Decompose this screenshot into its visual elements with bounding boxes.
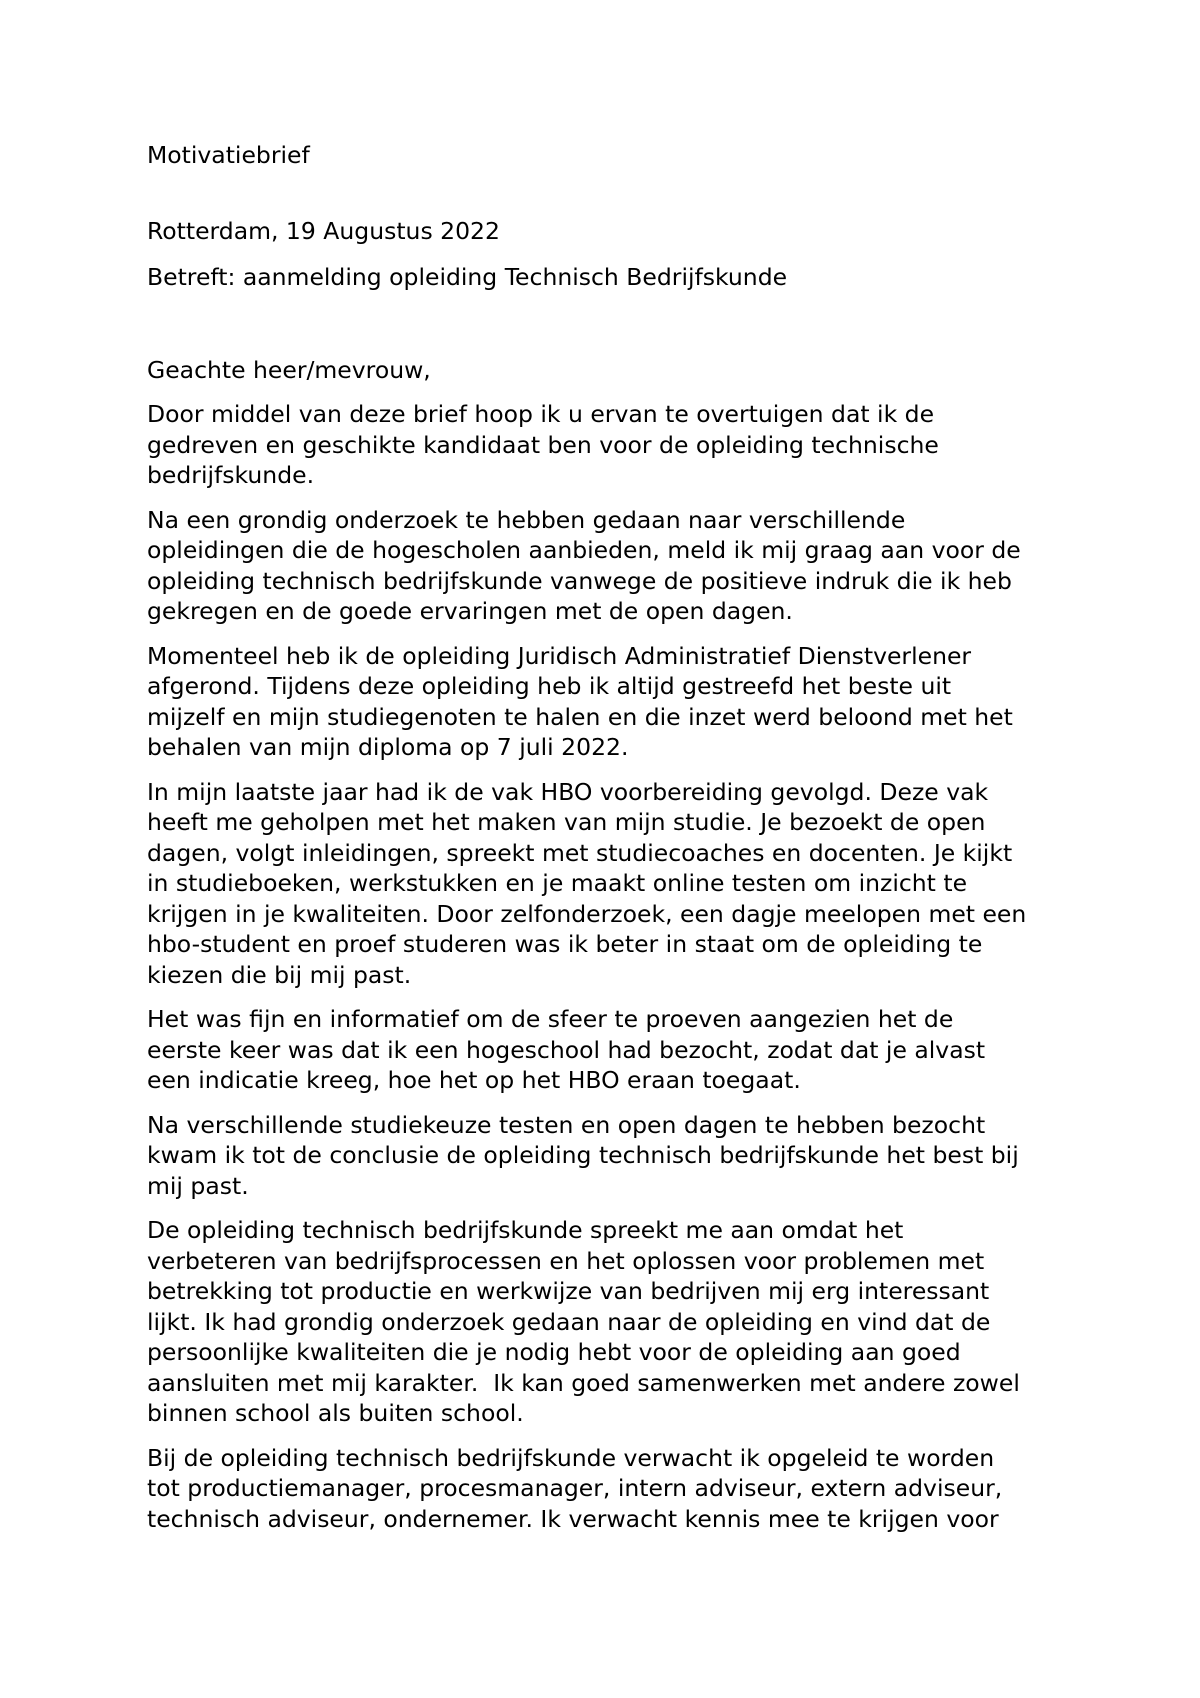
salutation: Geachte heer/mevrouw, <box>147 355 431 384</box>
paragraph: Door middel van deze brief hoop ik u ervan te overtuigen dat ik de gedreven en geschikte kandidaat ben voor de opleiding technische bedrijfskunde. <box>147 400 939 489</box>
paragraph: Na een grondig onderzoek te hebben gedaan naar verschillende opleidingen die de hogescholen aanbieden, meld ik mij graag aan voor de opleiding technisch bedrijfskunde vanwege de positieve indruk die ik heb gekregen en de goede ervaringen met de open dagen. <box>147 505 1021 625</box>
paragraph: Na verschillende studiekeuze testen en open dagen te hebben bezocht kwam ik tot de conclusie de opleiding technisch bedrijfskunde het best bij mij past. <box>147 1110 1019 1200</box>
paragraph: De opleiding technisch bedrijfskunde spreekt me aan omdat het verbeteren van bedrijfsprocessen en het oplossen voor problemen met betrekking tot productie en werkwijze van bedrijven mij erg interessant lijkt. Ik had grondig onderzoek gedaan naar de opleiding en vind dat de persoonlijke kwaliteiten die je nodig hebt voor de opleiding aan goed aansluiten met mij karakter. Ik kan goed samenwerken met andere zowel binnen school als buiten school. <box>147 1216 1020 1427</box>
letter-body <box>147 140 1067 1548</box>
paragraph: Het was fijn en informatief om de sfeer te proeven aangezien het de eerste keer was dat ik een hogeschool had bezocht, zodat dat je alvast een indicatie kreeg, hoe het op het HBO eraan toegaat. <box>147 1005 986 1094</box>
subject-line: Betreft: aanmelding opleiding Technisch Bedrijfskunde <box>147 263 788 291</box>
letter-title: Motivatiebrief <box>147 141 310 169</box>
place-date: Rotterdam, 19 Augustus 2022 <box>147 216 500 245</box>
paragraph: Bij de opleiding technisch bedrijfskunde verwacht ik opgeleid te worden tot productiemanager, procesmanager, intern adviseur, extern adviseur, technisch adviseur, ondernemer. Ik verwacht kennis mee te krijgen voor <box>147 1443 1003 1533</box>
paragraph: Momenteel heb ik de opleiding Juridisch Administratief Dienstverlener afgerond. Tijdens deze opleiding heb ik altijd gestreefd het beste uit mijzelf en mijn studiegenoten te halen en die inzet werd beloond met het behalen van mijn diploma op 7 juli 2022. <box>147 641 1013 761</box>
paragraph: In mijn laatste jaar had ik de vak HBO voorbereiding gevolgd. Deze vak heeft me geholpen met het maken van mijn studie. Je bezoekt de open dagen, volgt inleidingen, spreekt met studiecoaches en docenten. Je kijkt in studieboeken, werkstukken en je maakt online testen om inzicht te krijgen in je kwaliteiten. Door zelfonderzoek, een dagje meelopen met een hbo-student en proef studeren was ik beter in staat om de opleiding te kiezen die bij mij past. <box>147 777 1027 989</box>
